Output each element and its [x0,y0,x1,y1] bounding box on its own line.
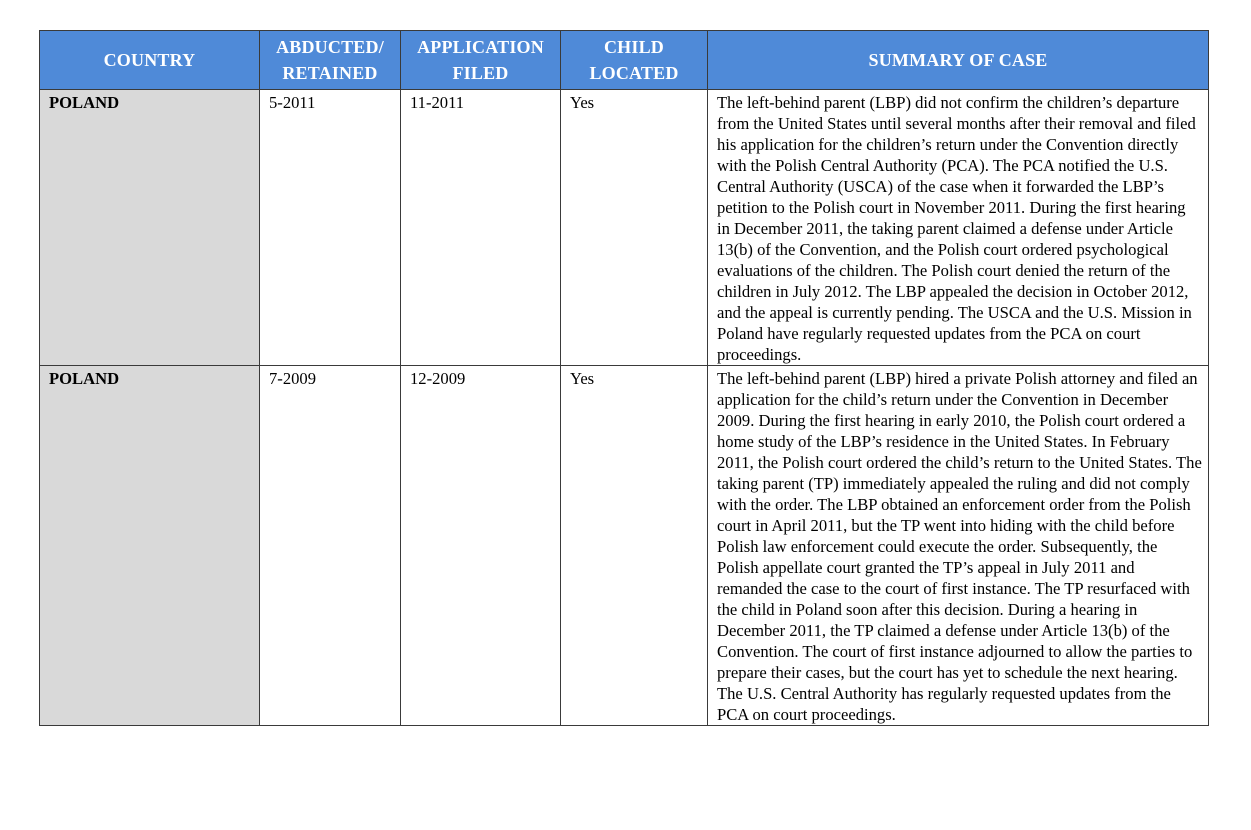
column-header-child-located [561,31,708,90]
table-row [40,366,1209,726]
column-header-abducted-retained [260,31,401,90]
child-located-cell: Yes [561,90,708,366]
child-located-cell: Yes [561,366,708,726]
column-header-country-label: COUNTRY [103,50,196,70]
case-summary-cell: The left-behind parent (LBP) did not confirm the children’s departure from the United States until several months after their removal and filed his application for the children’s return under the Convention directly with the Polish Central Authority (PCA). The PCA notified the U.S. Central Authority (USCA) of the case when it forwarded the LBP’s petition to the Polish court in November 2011. During the first hearing in December 2011, the taking parent claimed a defense under Article 13(b) of the Convention, and the Polish court ordered psychological evaluations of the children. The Polish court denied the return of the children in July 2012. The LBP appealed the decision in October 2012, and the appeal is currently pending. The USCA and the U.S. Mission in Poland have regularly requested updates from the PCA on court proceedings. [708,90,1209,366]
application-filed-cell: 12-2009 [401,366,561,726]
column-header-country [40,31,260,90]
column-header-abducted-line2: RETAINED [282,63,378,83]
table-row [40,90,1209,366]
column-header-application-filed [401,31,561,90]
column-header-filed-line2: FILED [452,63,509,83]
case-summary-cell: The left-behind parent (LBP) hired a private Polish attorney and filed an application for the child’s return under the Convention in December 2009. During the first hearing in early 2010, the Polish court ordered a home study of the LBP’s residence in the United States. In February 2011, the Polish court ordered the child’s return to the United States. The taking parent (TP) immediately appealed the ruling and did not comply with the order. The LBP obtained an enforcement order from the Polish court in April 2011, but the TP went into hiding with the child before Polish law enforcement could execute the order. Subsequently, the Polish appellate court granted the TP’s appeal in July 2011 and remanded the case to the court of first instance. The TP resurfaced with the child in Poland soon after this decision. During a hearing in December 2011, the TP claimed a defense under Article 13(b) of the Convention. The court of first instance adjourned to allow the parties to prepare their cases, but the court has yet to schedule the next hearing. The U.S. Central Authority has regularly requested updates from the PCA on court proceedings. [708,366,1209,726]
column-header-summary [708,31,1209,90]
abducted-retained-cell: 7-2009 [260,366,401,726]
header-row [40,31,1209,90]
country-cell: POLAND [40,90,260,366]
table-body [40,90,1209,726]
column-header-filed-line1: APPLICATION [417,37,544,57]
table-header [40,31,1209,90]
country-cell: POLAND [40,366,260,726]
column-header-summary-label: SUMMARY OF CASE [868,50,1048,70]
abducted-retained-cell: 5-2011 [260,90,401,366]
column-header-abducted-line1: ABDUCTED/ [276,37,384,57]
column-header-located-line1: CHILD [603,37,664,57]
case-summary-table [39,30,1209,726]
application-filed-cell: 11-2011 [401,90,561,366]
column-header-located-line2: LOCATED [589,63,679,83]
